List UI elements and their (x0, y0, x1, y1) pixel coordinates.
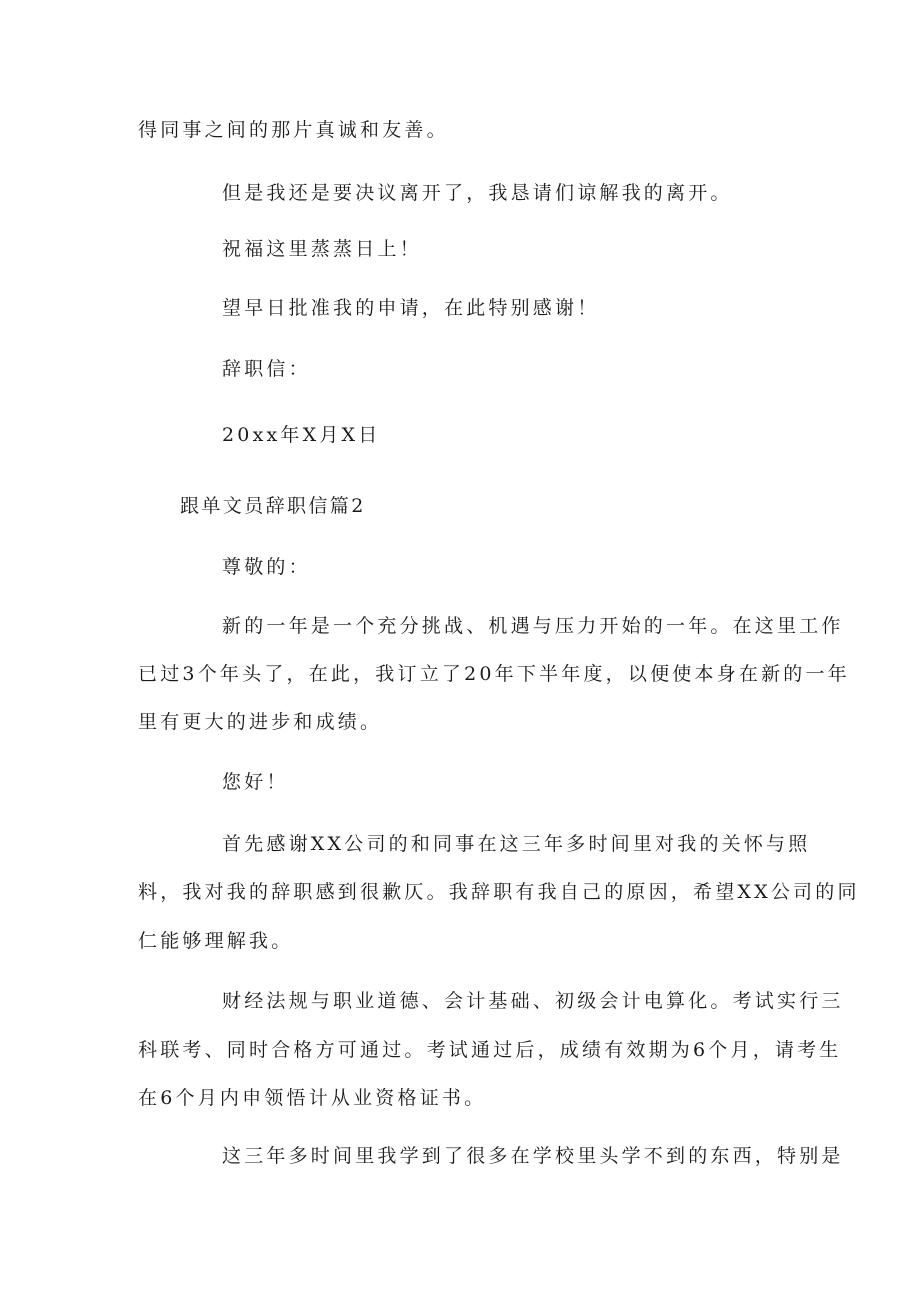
paragraph-line: 已过3个年头了，在此，我订立了20年下半年度，以便使本身在新的一年 (138, 663, 850, 685)
paragraph-line: 辞职信： (222, 358, 311, 380)
paragraph-line: 但是我还是要决议离开了，我恳请们谅解我的离开。 (222, 182, 733, 204)
paragraph-line: 首先感谢XX公司的和同事在这三年多时间里对我的关怀与照 (222, 833, 811, 855)
paragraph-line: 仁能够理解我。 (138, 930, 294, 952)
paragraph-line: 新的一年是一个充分挑战、机遇与压力开始的一年。在这里工作 (222, 615, 844, 637)
paragraph-line: 科联考、同时合格方可通过。考试通过后，成绩有效期为6个月，请考生 (138, 1039, 842, 1061)
date-line: 20xx年X月X日 (222, 424, 381, 446)
paragraph-line: 得同事之间的那片真诚和友善。 (138, 119, 449, 141)
paragraph-line: 祝福这里蒸蒸日上！ (222, 238, 422, 260)
greeting-line: 您好！ (222, 771, 289, 793)
paragraph-line: 料，我对我的辞职感到很歉仄。我辞职有我自己的原因，希望XX公司的同 (138, 881, 860, 903)
paragraph-line: 财经法规与职业道德、会计基础、初级会计电算化。考试实行三 (222, 990, 844, 1012)
paragraph-line: 这三年多时间里我学到了很多在学校里头学不到的东西，特别是 (222, 1145, 844, 1167)
paragraph-line: 在6个月内申领悟计从业资格证书。 (138, 1087, 487, 1109)
paragraph-line: 望早日批准我的申请，在此特别感谢！ (222, 297, 600, 319)
section-heading: 跟单文员辞职信篇2 (180, 495, 366, 517)
salutation-line: 尊敬的： (222, 556, 311, 578)
paragraph-line: 里有更大的进步和成绩。 (138, 711, 383, 733)
